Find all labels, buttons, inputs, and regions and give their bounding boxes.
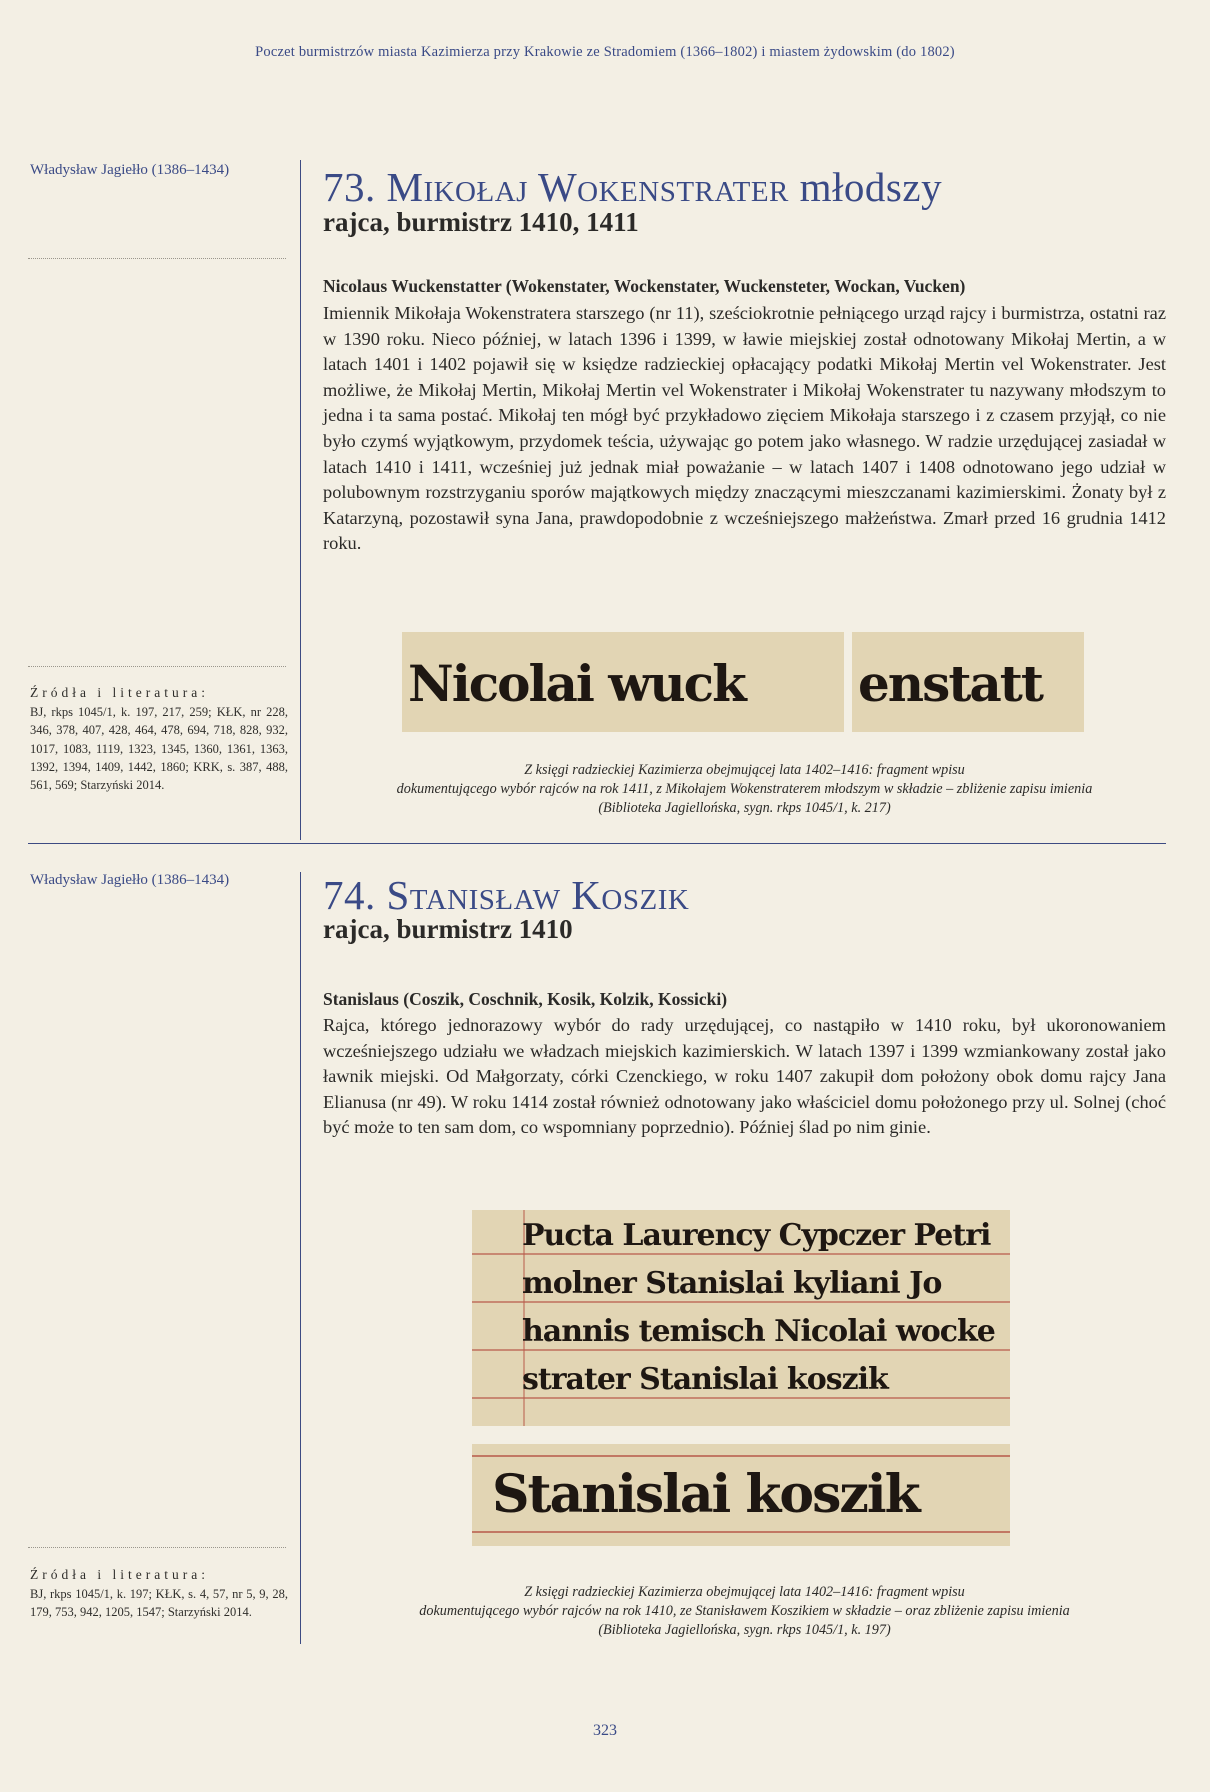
manuscript-line: Pucta Laurency Cypczer Petri	[522, 1218, 991, 1253]
image-caption	[323, 1583, 1166, 1639]
reign-label: Władysław Jagiełło (1386–1434)	[30, 162, 230, 178]
dotted-divider	[28, 666, 286, 667]
reign-label: Władysław Jagiełło (1386–1434)	[30, 872, 230, 888]
manuscript-line: strater Stanislai koszik	[522, 1362, 888, 1397]
manuscript-fragment-image	[852, 632, 1084, 732]
manuscript-line: hannis temisch Nicolai wocke	[522, 1314, 995, 1349]
caption-line: dokumentującego wybór rajców na rok 1410, ze Stanisławem Koszikiem w składzie – oraz zbliżenie zapisu imienia	[419, 1602, 1070, 1619]
entry-body: Imiennik Mikołaja Wokenstratera starszego (nr 11), sześciokrotnie pełniącego urząd rajcy i burmistrza, ostatni raz w 1390 roku. Nieco później, w latach 1396 i 1399, w ławie miejskiej został odnotowany Mikołaj Mertin, a w latach 1401 i 1402 pojawił się w księdze radzieckiej opłacający podatki Mikołaj Mertin vel Wokenstrater. Jest możliwe, że Mikołaj Mertin, Mikołaj Mertin vel Wokenstrater i Mikołaj Wokenstrater tu nazywany młodszym to jedna i ta sama postać. Mikołaj ten mógł być przykładowo zięciem Mikołaja starszego i z czasem przyjął, co nie było czymś wyjątkowym, przydomek teścia, używając go potem jako własnego. W radzie urzędującej zasiadał w latach 1410 i 1411, wcześniej już jednak miał poważanie – w latach 1407 i 1408 odnotowano jego udział w polubownym rozstrzyganiu sporów majątkowych między znaczącymi mieszczanami kazimierskimi. Żonaty był z Katarzyną, pozostawił syna Jana, prawdopodobnie z wcześniejszego małżeństwa. Zmarł przed 16 grudnia 1412 roku.	[323, 303, 1166, 554]
caption-line: (Biblioteka Jagiellońska, sygn. rkps 1045/1, k. 197)	[598, 1621, 891, 1638]
sources-body: BJ, rkps 1045/1, k. 197, 217, 259; KŁK, nr 228, 346, 378, 407, 428, 464, 478, 694, 718, 828, 932, 1017, 1083, 1119, 1323, 1345, 1360, 1361, 1363, 1392, 1394, 1409, 1442, 1860; KRK, s. 387, 488, 561, 569; Starzyński 2014.	[30, 705, 288, 793]
image-caption	[323, 761, 1166, 817]
caption-line: dokumentującego wybór rajców na rok 1411, z Mikołajem Wokenstraterem młodszym w składzie – zbliżenie zapisu imienia	[396, 780, 1093, 797]
running-head: Poczet burmistrzów miasta Kazimierza przy Krakowie ze Stradomiem (1366–1802) i miastem żydowskim (do 1802)	[255, 44, 955, 60]
entry-name: Stanisław Koszik	[386, 872, 690, 918]
manuscript-text: Stanislai koszik	[492, 1464, 919, 1525]
manuscript-text: enstatt	[858, 654, 1042, 713]
name-variants: Nicolaus Wuckenstatter (Wokenstater, Wockenstater, Wuckensteter, Wockan, Vucken)	[323, 276, 966, 296]
name-variants: Stanislaus (Coszik, Coschnik, Kosik, Kolzik, Kossicki)	[323, 989, 728, 1009]
entry-separator	[28, 843, 1166, 844]
caption-line: Z księgi radzieckiej Kazimierza obejmującej lata 1402–1416: fragment wpisu	[524, 1584, 965, 1600]
entry-offices: rajca, burmistrz 1410, 1411	[323, 207, 639, 237]
entry-name: Mikołaj Wokenstrater	[386, 164, 789, 210]
entry-title	[323, 164, 942, 210]
column-rule	[300, 872, 301, 1644]
manuscript-fragment-image	[472, 1210, 1010, 1426]
caption-line: (Biblioteka Jagiellońska, sygn. rkps 1045/1, k. 217)	[598, 799, 891, 816]
entry-name-suffix: młodszy	[799, 164, 943, 210]
sources-heading: Źródła i literatura:	[30, 685, 209, 700]
column-rule	[300, 160, 301, 840]
entry-offices: rajca, burmistrz 1410	[323, 914, 573, 944]
sources	[30, 684, 288, 794]
entry-number: 74.	[323, 872, 376, 918]
manuscript-line: molner Stanislai kyliani Jo	[522, 1266, 942, 1301]
sources-body: BJ, rkps 1045/1, k. 197; KŁK, s. 4, 57, nr 5, 9, 28, 179, 753, 942, 1205, 1547; Starzyński 2014.	[30, 1587, 288, 1620]
entry-number: 73.	[323, 164, 376, 210]
manuscript-text: Nicolai wuck	[408, 654, 745, 713]
manuscript-fragment-image	[402, 632, 844, 732]
entry-body: Rajca, którego jednorazowy wybór do rady urzędującej, co nastąpiło w 1410 roku, był ukoronowaniem wcześniejszego udziału we władzach miejskich kazimierskich. W latach 1397 i 1399 wzmiankowany został jako ławnik miejski. Od Małgorzaty, córki Czenckiego, w roku 1407 zakupił dom położony obok domu rajcy Jana Elianusa (nr 49). W roku 1414 został również odnotowany jako właściciel domu położonego przy ul. Solnej (choć być może to ten sam dom, co wspomniany poprzednio). Później ślad po nim ginie.	[323, 1015, 1166, 1138]
dotted-divider	[28, 258, 286, 259]
caption-line: Z księgi radzieckiej Kazimierza obejmującej lata 1402–1416: fragment wpisu	[524, 762, 965, 778]
sources-heading: Źródła i literatura:	[30, 1567, 209, 1582]
entry-title	[323, 872, 689, 918]
sources	[30, 1566, 288, 1622]
manuscript-zoom-image	[472, 1444, 1010, 1546]
page-number: 323	[593, 1722, 617, 1739]
dotted-divider	[28, 1547, 286, 1548]
